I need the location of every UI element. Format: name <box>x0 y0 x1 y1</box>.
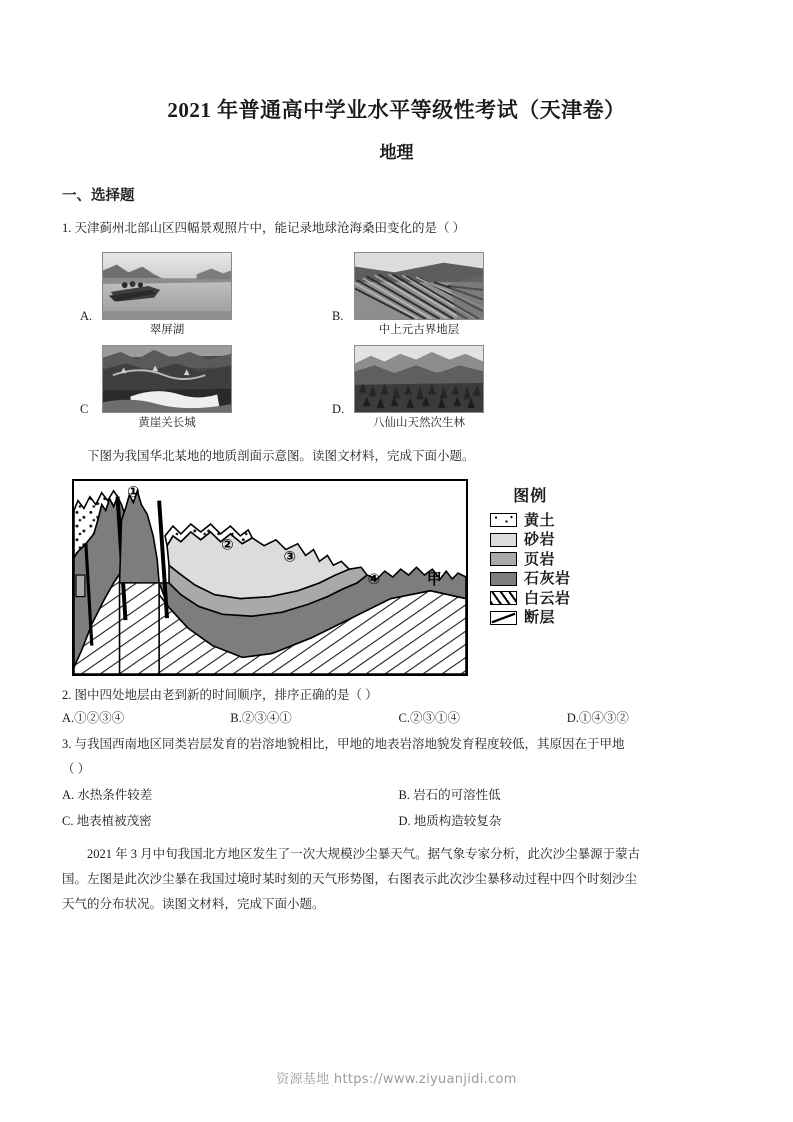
question-2-option-c[interactable]: C.②③①④ <box>398 711 460 726</box>
photo-row-ab <box>0 252 793 337</box>
photo-caption-a: 翠屏湖 <box>149 322 185 337</box>
figure-legend <box>468 479 571 629</box>
figure-label-jia: 甲 <box>426 570 442 588</box>
legend-label-limestone: 石灰岩 <box>524 569 571 588</box>
photo-strata-layers <box>354 252 484 320</box>
legend-title: 图例 <box>513 485 548 505</box>
photo-row-cd <box>0 345 793 430</box>
option-letter-b: B. <box>332 309 344 324</box>
legend-item-fault <box>490 609 571 626</box>
photo-option-d[interactable] <box>320 345 640 430</box>
legend-label-sandstone: 砂岩 <box>524 530 556 549</box>
option-letter-a: A. <box>80 309 93 324</box>
photo-cuipinghu-lake <box>102 252 232 320</box>
question-3-stem-line2: （ ） <box>62 761 91 776</box>
legend-swatch-loess <box>490 513 517 527</box>
photo-huangyaguan-great-wall <box>102 345 232 413</box>
photo-option-a[interactable] <box>0 252 320 337</box>
subject-title: 地理 <box>379 143 414 163</box>
legend-item-dolomite <box>490 590 571 607</box>
photo-wrap-c <box>102 345 232 430</box>
photo-wrap-b <box>354 252 484 337</box>
question-2-option-b[interactable]: B.②③④① <box>230 711 292 726</box>
figure-label-1: ① <box>127 483 140 501</box>
dust-storm-passage-line2: 国。左图是此次沙尘暴在我国过境时某时刻的天气形势图，右图表示此次沙尘暴移动过程中四个时刻沙尘 <box>62 872 638 887</box>
option-letter-c: C <box>80 402 89 417</box>
legend-label-loess: 黄土 <box>524 510 556 529</box>
figure-label-4: ④ <box>367 570 381 588</box>
question-1-stem: 1. 天津蓟州北部山区四幅景观照片中，能记录地球沧海桑田变化的是（ ） <box>62 220 466 235</box>
section-heading: 一、选择题 <box>62 187 135 204</box>
legend-swatch-shale <box>490 552 517 566</box>
photo-baxianshan-forest <box>354 345 484 413</box>
legend-swatch-fault <box>490 611 517 625</box>
legend-label-shale: 页岩 <box>524 549 556 568</box>
photo-wrap-d <box>354 345 484 430</box>
dust-storm-passage-line3: 天气的分布状况。读图文材料，完成下面小题。 <box>62 897 325 912</box>
photo-caption-b: 中上元古界地层 <box>378 322 460 337</box>
question-3-option-c[interactable]: C. 地表植被茂密 <box>62 813 152 828</box>
legend-swatch-limestone <box>490 572 517 586</box>
photo-option-b[interactable] <box>320 252 640 337</box>
photo-option-c[interactable] <box>0 345 320 430</box>
figure-label-2: ② <box>221 536 234 554</box>
legend-swatch-dolomite <box>490 591 517 605</box>
legend-item-sandstone <box>490 531 571 548</box>
geological-cross-section-diagram <box>72 479 468 676</box>
photo-caption-d: 八仙山天然次生林 <box>373 415 465 430</box>
legend-swatch-sandstone <box>490 533 517 547</box>
page-title: 2021 年普通高中学业水平等级性考试（天津卷） <box>167 98 626 122</box>
photo-caption-c: 黄崖关长城 <box>138 415 196 430</box>
question-3-option-b[interactable]: B. 岩石的可溶性低 <box>398 787 501 802</box>
question-2-options <box>0 705 793 731</box>
question-2-stem: 2. 图中四处地层由老到新的时间顺序，排序正确的是（ ） <box>62 687 378 702</box>
question-3-options-row-2 <box>0 808 793 834</box>
photo-wrap-a <box>102 252 232 337</box>
figure-intro-text: 下图为我国华北某地的地质剖面示意图。读图文材料，完成下面小题。 <box>87 448 475 463</box>
legend-label-fault: 断层 <box>524 608 556 627</box>
option-letter-d: D. <box>332 402 345 417</box>
question-3-stem-line1: 3. 与我国西南地区同类岩层发育的岩溶地貌相比，甲地的地表岩溶地貌发育程度较低，其原因在于甲地 <box>62 736 625 751</box>
question-2-option-a[interactable]: A.①②③④ <box>62 711 125 726</box>
geology-figure <box>0 469 793 676</box>
question-3-option-d[interactable]: D. 地质构造较复杂 <box>398 813 502 828</box>
question-3-options-row-1 <box>0 782 793 808</box>
dust-storm-passage-line1: 2021 年 3 月中旬我国北方地区发生了一次大规模沙尘暴天气。据气象专家分析，此次沙尘暴源于蒙古 <box>87 847 641 862</box>
legend-item-shale <box>490 551 571 568</box>
footer-watermark: 资源基地 https://www.ziyuanjidi.com <box>276 1072 517 1087</box>
figure-label-3: ③ <box>283 548 297 566</box>
question-3-option-a[interactable]: A. 水热条件较差 <box>62 787 153 802</box>
legend-item-limestone <box>490 570 571 587</box>
legend-label-dolomite: 白云岩 <box>524 588 571 607</box>
question-1-photo-options <box>0 238 793 430</box>
layer-shale-sliver <box>76 575 85 597</box>
legend-item-loess <box>490 512 571 529</box>
question-2-option-d[interactable]: D.①④③② <box>566 711 629 726</box>
